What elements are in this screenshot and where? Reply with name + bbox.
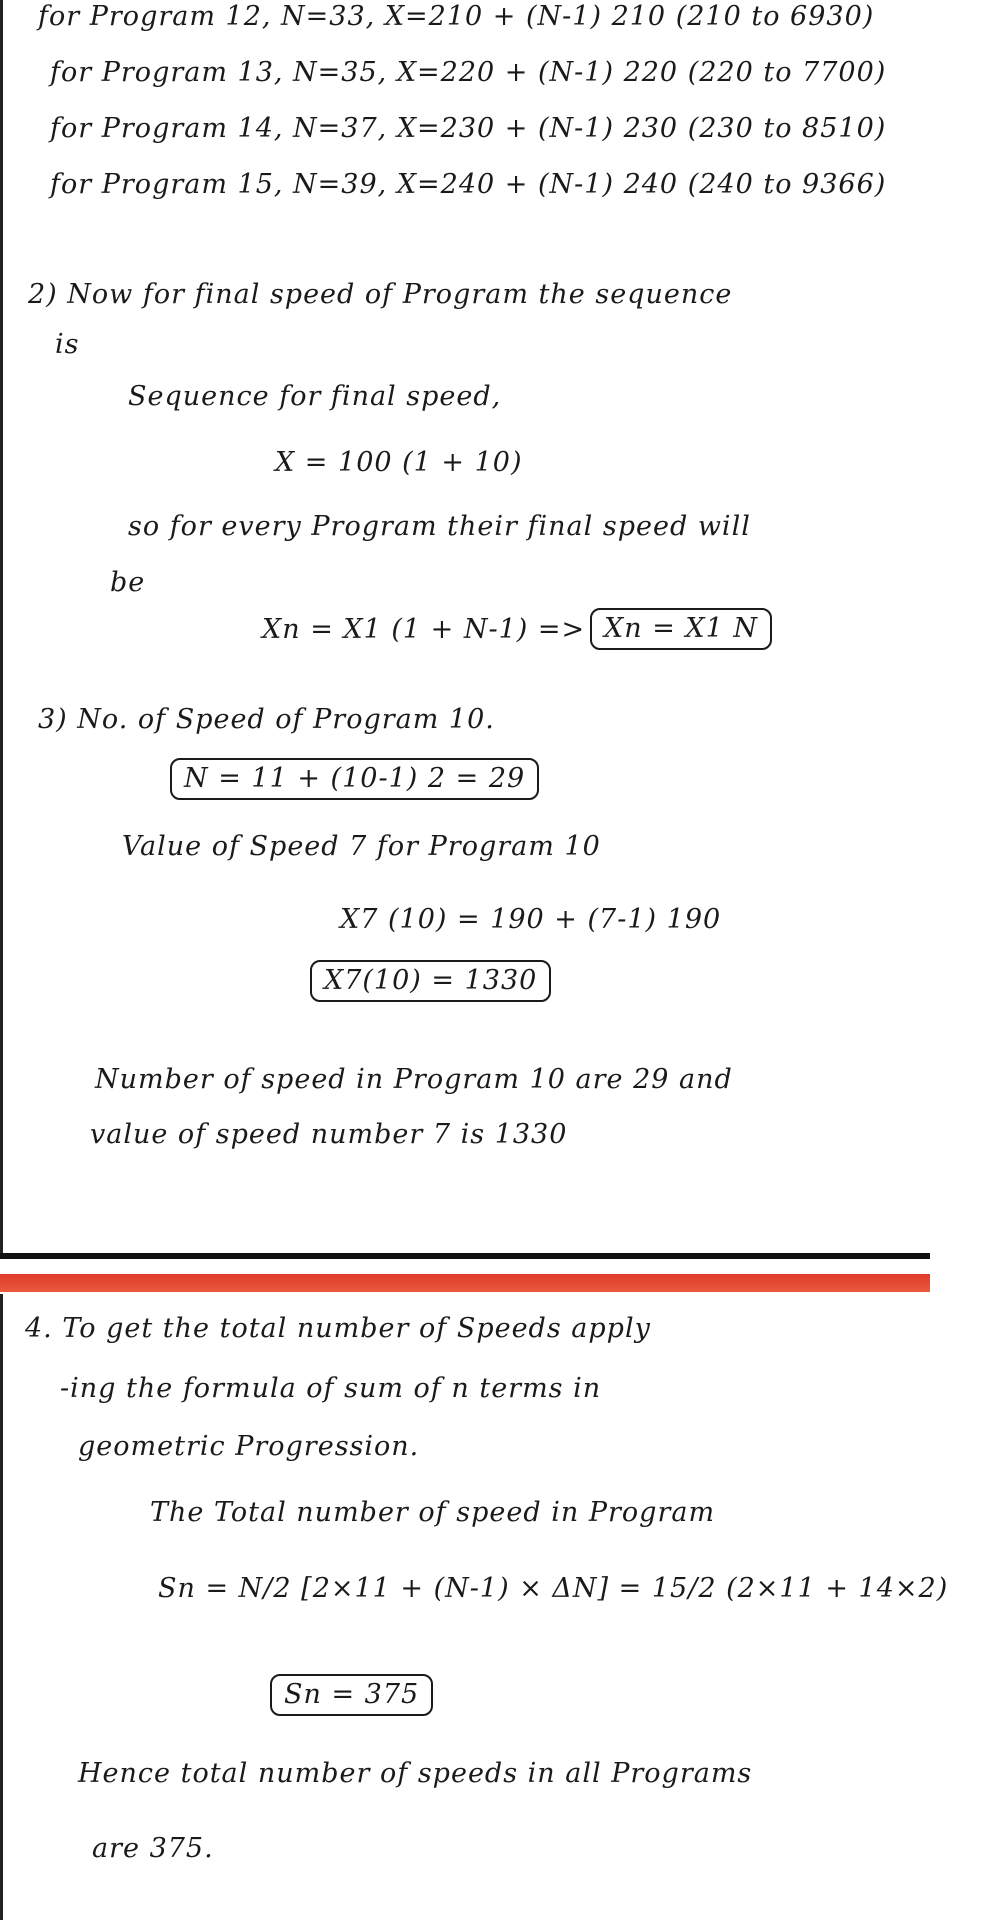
page-edge	[0, 0, 3, 1253]
program-15-line: for Program 15, N=39, X=240 + (N-1) 240 (240 to 9366)	[50, 169, 887, 200]
section-4-line-3: geometric Progression.	[78, 1431, 420, 1462]
final-answer-line: are 375.	[92, 1833, 214, 1864]
sn-formula: Sn = N/2 [2×11 + (N-1) × ΔN] = 15/2 (2×11 + 14×2)	[158, 1573, 949, 1604]
program-13-line: for Program 13, N=35, X=220 + (N-1) 220 (220 to 7700)	[50, 57, 887, 88]
handwritten-page-bottom	[0, 1274, 1003, 1920]
value-of-speed-line: Value of Speed 7 for Program 10	[122, 831, 601, 862]
section-4-line-2: -ing the formula of sum of n terms in	[60, 1373, 602, 1404]
xn-formula: Xn = X1 (1 + N-1) =>	[262, 614, 586, 645]
section-2-heading: 2) Now for final speed of Program the sequence	[28, 279, 733, 310]
n-boxed-result: N = 11 + (10-1) 2 = 29	[170, 758, 539, 800]
section-3-heading: 3) No. of Speed of Program 10.	[38, 704, 495, 735]
section-2-is: is	[55, 329, 80, 360]
final-speed-text: so for every Program their final speed will	[128, 511, 751, 542]
final-speed-be: be	[110, 567, 146, 598]
conclusion-line-1: Number of speed in Program 10 are 29 and	[95, 1064, 733, 1095]
x7-boxed-result: X7(10) = 1330	[310, 960, 551, 1002]
sn-boxed-result: Sn = 375	[270, 1674, 433, 1716]
hence-line: Hence total number of speeds in all Programs	[78, 1758, 753, 1789]
xn-boxed-result: Xn = X1 N	[590, 608, 772, 650]
sequence-formula: X = 100 (1 + 10)	[275, 447, 523, 478]
conclusion-line-2: value of speed number 7 is 1330	[90, 1119, 568, 1150]
page-edge	[0, 1294, 3, 1920]
page-gap	[0, 1259, 1003, 1274]
sequence-label: Sequence for final speed,	[128, 381, 502, 412]
program-14-line: for Program 14, N=37, X=230 + (N-1) 230 (230 to 8510)	[50, 113, 887, 144]
x7-formula: X7 (10) = 190 + (7-1) 190	[340, 904, 722, 935]
program-12-line: for Program 12, N=33, X=210 + (N-1) 210 (210 to 6930)	[38, 1, 875, 32]
total-speed-label: The Total number of speed in Program	[150, 1497, 716, 1528]
section-4-heading: 4. To get the total number of Speeds apply	[25, 1313, 651, 1344]
